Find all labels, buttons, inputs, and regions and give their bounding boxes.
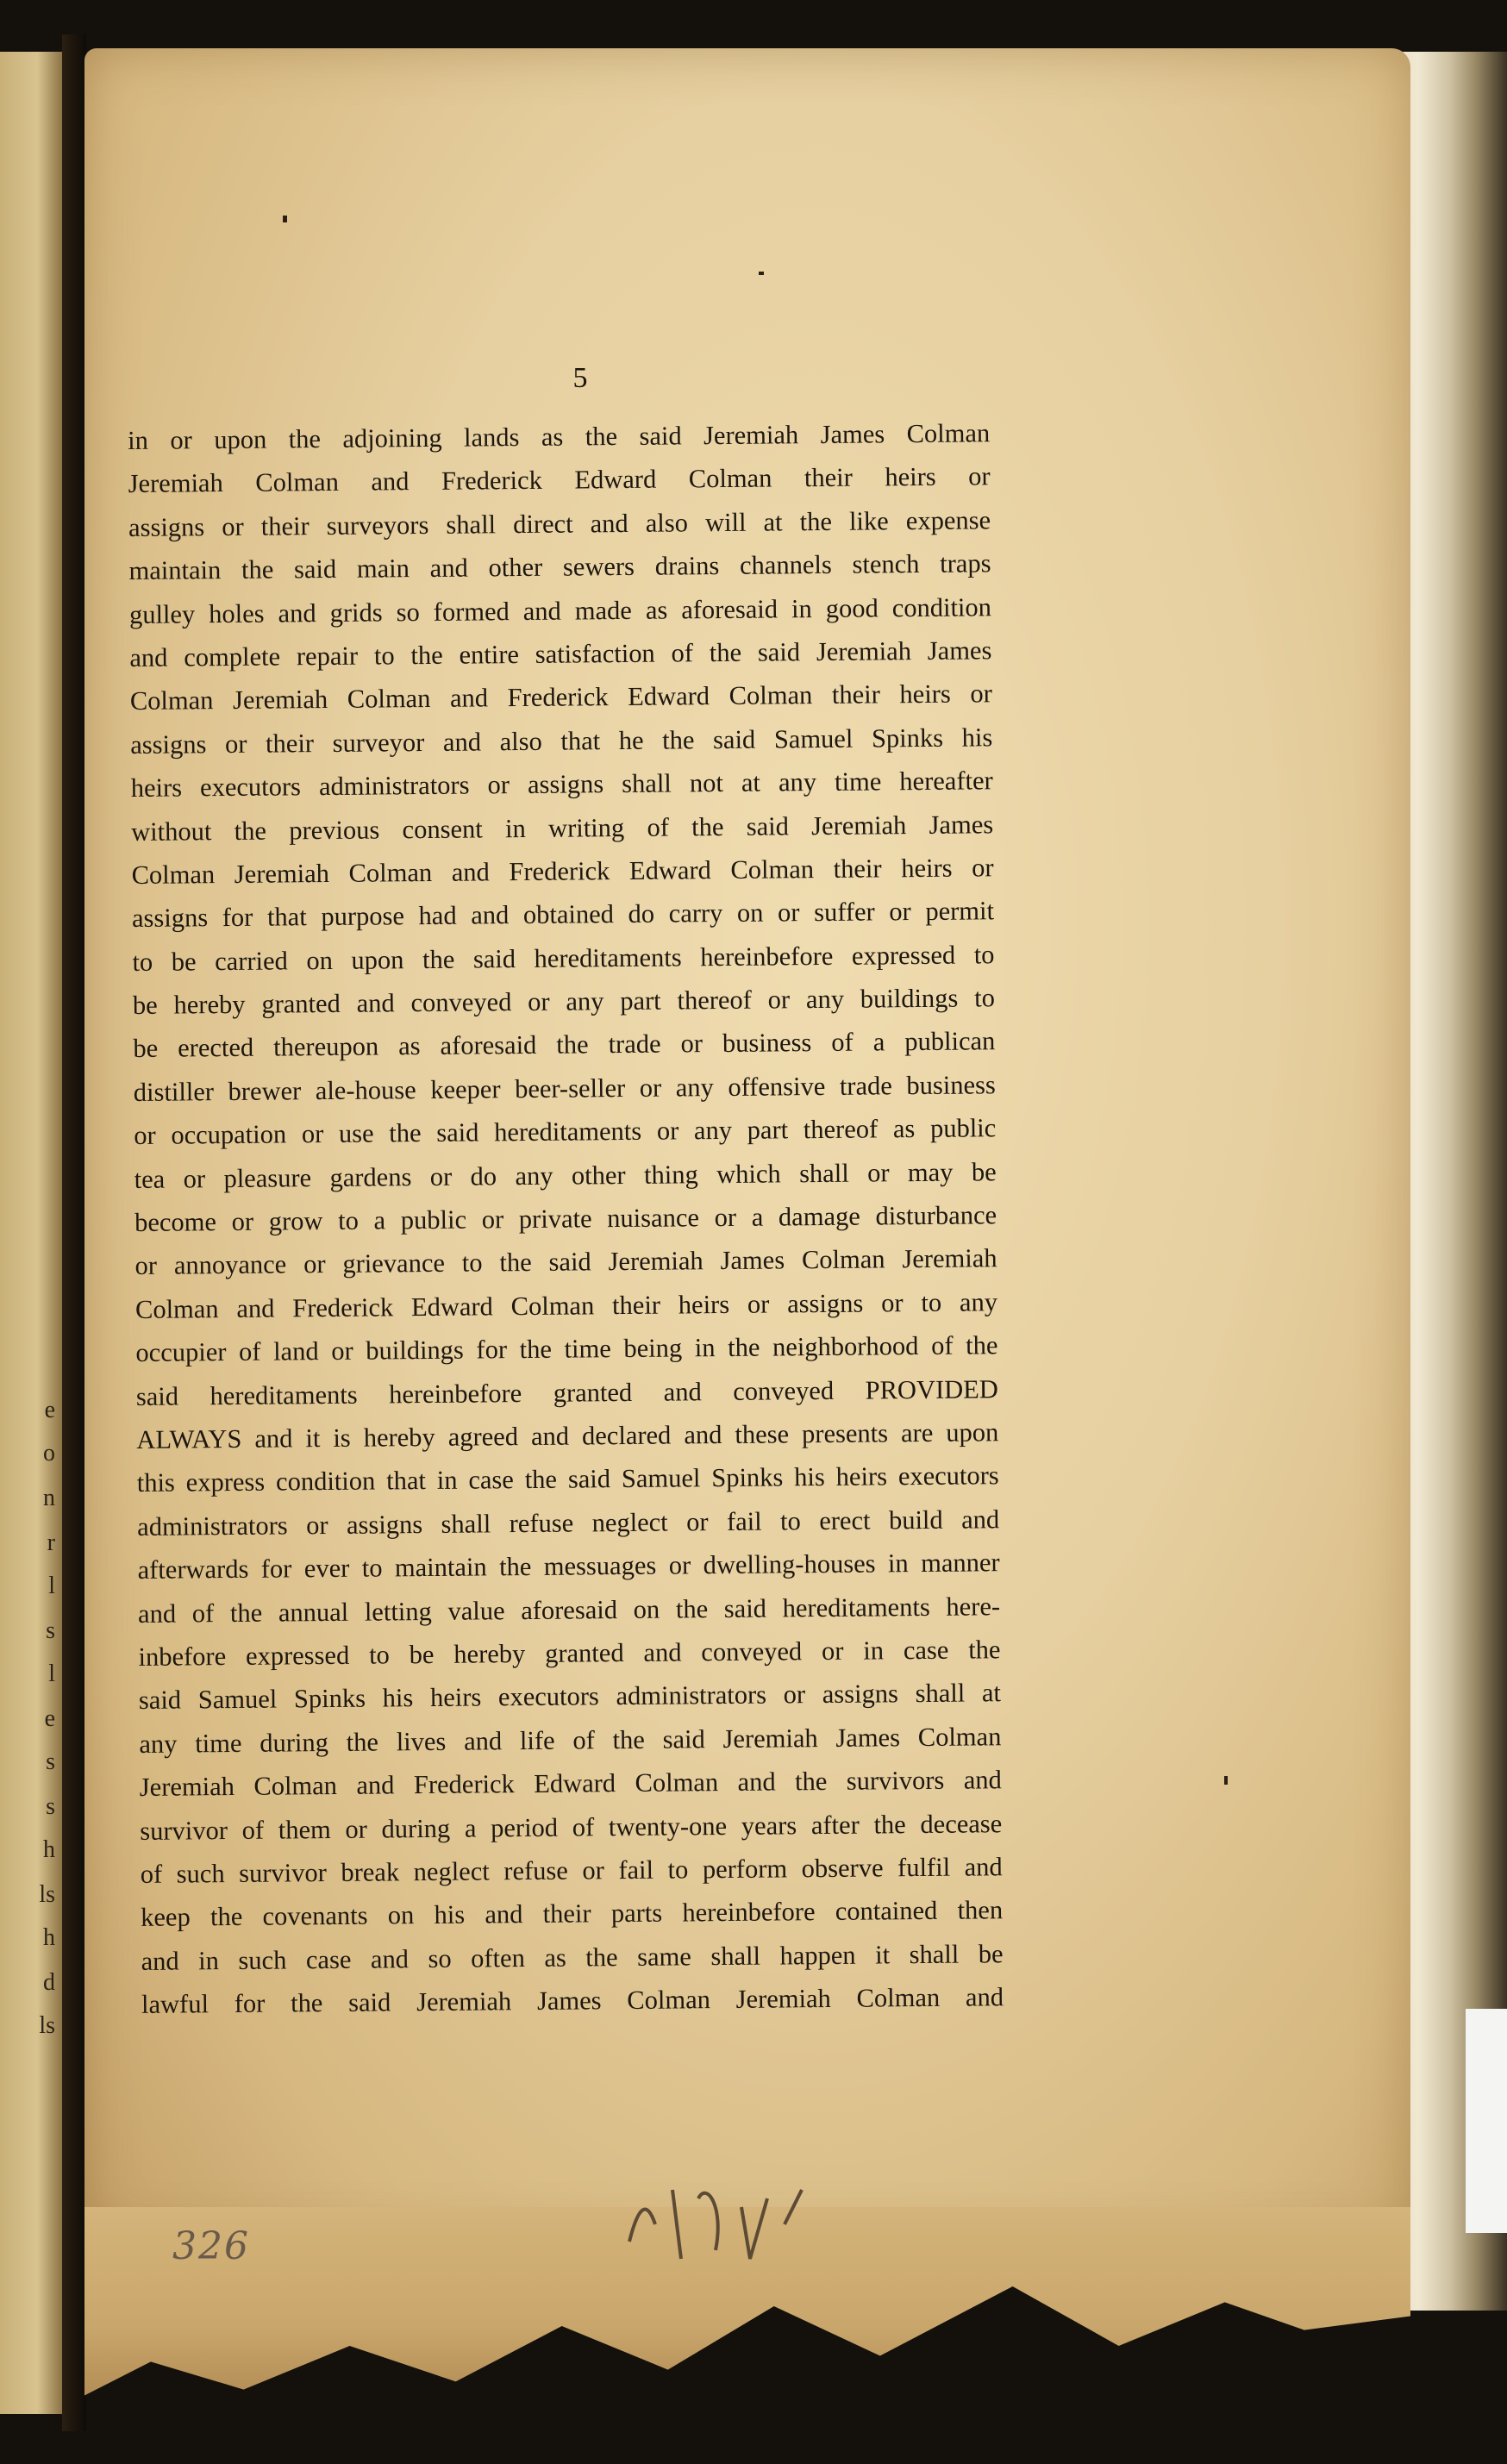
text-line: heirs executors administrators or assigns shall not at any time hereafter: [130, 766, 993, 804]
text-line: assigns or their surveyor and also that he the said Samuel Spinks his: [130, 722, 993, 760]
facing-page-fragment: l: [48, 1573, 55, 1599]
facing-page-fragment: s: [46, 1748, 55, 1775]
text-line: or annoyance or grievance to the said Jeremiah James Colman Jeremiah: [134, 1243, 997, 1281]
text-line: and in such case and so often as the same shall happen it shall be: [141, 1938, 1004, 1976]
text-line: and complete repair to the entire satisfaction of the said Jeremiah James: [129, 635, 992, 672]
facing-page-fragment: ls: [39, 2012, 55, 2039]
facing-page-fragment: ls: [39, 1881, 55, 1908]
facing-page-fragment: s: [46, 1617, 55, 1644]
text-line: be hereby granted and conveyed or any part thereof or any buildings to: [132, 983, 996, 1021]
text-line: or occupation or use the said hereditaments or any part thereof as public: [134, 1113, 997, 1151]
facing-page-edge: [0, 52, 65, 2414]
text-line: to be carried on upon the said hereditaments hereinbefore expressed to: [132, 939, 995, 977]
text-line: assigns for that purpose had and obtained do carry on or suffer or permit: [131, 896, 995, 934]
facing-page-fragment: l: [48, 1660, 55, 1687]
facing-page-fragment: h: [43, 1836, 55, 1863]
text-line: this express condition that in case the said Samuel Spinks his heirs executors: [136, 1460, 999, 1498]
text-line: of such survivor break neglect refuse or fail to perform observe fulfil and: [140, 1852, 1003, 1889]
facing-page-fragment: s: [46, 1793, 55, 1820]
text-line: lawful for the said Jeremiah James Colman Jeremiah Colman and: [141, 1982, 1004, 2019]
torn-corner-graphic: [621, 2173, 828, 2267]
text-line: Colman Jeremiah Colman and Frederick Edward Colman their heirs or: [131, 853, 994, 890]
facing-page-fragment: r: [47, 1529, 55, 1556]
ink-speck: [283, 216, 287, 222]
text-line: become or grow to a public or private nuisance or a damage disturbance: [134, 1200, 997, 1237]
text-line: assigns or their surveyors shall direct and also will at the like expense: [128, 505, 991, 542]
text-line: without the previous consent in writing of the said Jeremiah James: [131, 809, 994, 847]
text-line: Jeremiah Colman and Frederick Edward Colman and the survivors and: [139, 1765, 1002, 1803]
facing-page-fragment: h: [43, 1924, 55, 1951]
text-line: distiller brewer ale-house keeper beer-seller or any offensive trade business: [133, 1070, 996, 1107]
text-line: gulley holes and grids so formed and made as aforesaid in good condition: [128, 591, 992, 629]
text-line: be erected thereupon as aforesaid the trade or business of a publican: [133, 1026, 996, 1064]
text-line: occupier of land or buildings for the time being in the neighborhood of the: [135, 1330, 998, 1368]
text-line: administrators or assigns shall refuse neglect or fail to erect build and: [137, 1504, 1000, 1542]
facing-page-fragment: e: [44, 1397, 55, 1423]
text-line: afterwards for ever to maintain the messuages or dwelling-houses in manner: [137, 1548, 1000, 1585]
text-line: Colman and Frederick Edward Colman their heirs or assigns or to any: [134, 1287, 998, 1324]
ink-speck: [759, 272, 764, 275]
binding-gutter: [62, 34, 86, 2431]
text-line: in or upon the adjoining lands as the said Jeremiah James Colman: [128, 418, 991, 455]
text-line: survivor of them or during a period of twenty-one years after the decease: [140, 1808, 1003, 1846]
text-line: said hereditaments hereinbefore granted and conveyed PROVIDED: [135, 1373, 999, 1411]
facing-page-fragment: d: [43, 1969, 55, 1996]
text-line: any time during the lives and life of the said Jeremiah James Colman: [139, 1721, 1002, 1759]
page-number: 5: [572, 362, 588, 394]
text-line: Colman Jeremiah Colman and Frederick Edward Colman their heirs or: [129, 679, 992, 716]
text-line: tea or pleasure gardens or do any other thing which shall or may be: [134, 1156, 997, 1194]
text-line: maintain the said main and other sewers drains channels stench traps: [128, 548, 991, 586]
text-line: said Samuel Spinks his heirs executors administrators or assigns shall at: [138, 1678, 1002, 1716]
white-tab: [1466, 2009, 1507, 2233]
text-line: keep the covenants on his and their parts hereinbefore contained then: [141, 1895, 1004, 1933]
text-line: and of the annual letting value aforesaid on the said hereditaments here-: [137, 1591, 1001, 1629]
text-line: Jeremiah Colman and Frederick Edward Colman their heirs or: [128, 461, 991, 499]
facing-page-fragment: n: [43, 1485, 55, 1511]
text-line: inbefore expressed to be hereby granted and conveyed or in case the: [138, 1635, 1001, 1672]
facing-page-fragment: e: [44, 1705, 55, 1732]
document-body-text: [128, 411, 1004, 2026]
pencil-annotation: 326: [172, 2224, 250, 2268]
ink-speck: [1224, 1776, 1228, 1785]
facing-page-fragment: o: [43, 1440, 55, 1467]
text-line: ALWAYS and it is hereby agreed and declared and these presents are upon: [136, 1417, 999, 1454]
